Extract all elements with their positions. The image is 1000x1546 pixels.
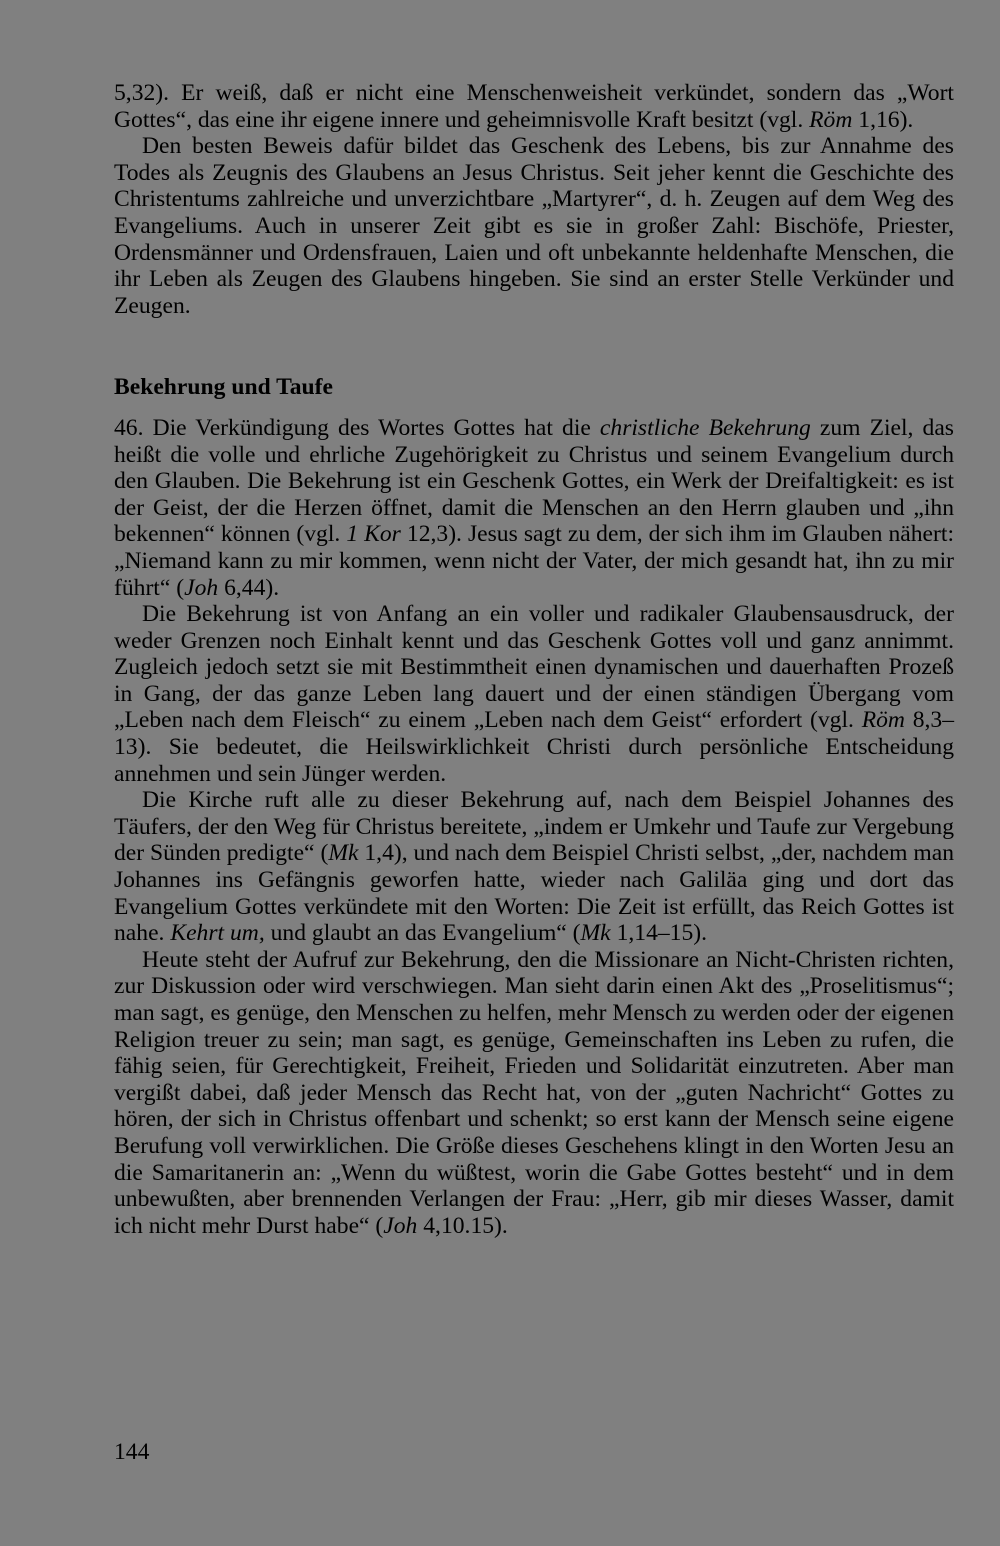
paragraph-conversion (114, 601, 954, 787)
paragraph-46 (114, 415, 954, 601)
emphasis: christliche Bekehrung (599, 414, 811, 441)
text-run: 12,3). Jesus sagt zu dem, der sich ihm im Glauben nähert: „Niemand kann zu mir kommen, wenn nicht der Vater, der mich gesandt hat, ihn zu mir führt“ ( (114, 521, 954, 601)
citation-book: Röm (809, 106, 853, 133)
text-run: 1,14–15). (610, 920, 708, 947)
paragraph-continuation (114, 80, 954, 133)
text-run: 8,3–13). Sie bedeutet, die Heilswirklichkeit Christi durch persönliche Entscheidung annehmen und sein Jünger werden. (114, 707, 954, 787)
paragraph-witness: Den besten Beweis dafür bildet das Geschenk des Lebens, bis zur Annahme des Todes als Zeugnis des Glaubens an Jesus Christus. Seit jeher kennt die Geschichte des Christentums zahlreiche und unverzichtbare „Martyrer“, d. h. Zeugen auf dem Weg des Evangeliums. Auch in unserer Zeit gibt es sie in großer Zahl: Bischöfe, Priester, Ordensmänner und Ordensfrauen, Laien und oft unbekannte heldenhafte Menschen, die ihr Leben als Zeugen des Glaubens hingeben. Sie sind an erster Stelle Verkünder und Zeugen. (114, 133, 954, 319)
citation-book: Joh (383, 1212, 418, 1239)
page-body (114, 80, 954, 1239)
page-number: 144 (114, 1439, 150, 1465)
text-run: 1,4), und nach dem Beispiel Christi selbst, „der, nachdem man Johannes ins Gefängnis geworfen hatte, wieder nach Galiläa ging und dort das Evangelium Gottes verkündete mit den Worten: Die Zeit ist erfüllt, das Reich Gottes ist nahe. (114, 840, 954, 947)
text-run: 4,10.15). (417, 1212, 508, 1239)
text-run: und glaubt an das Evangelium“ ( (264, 920, 581, 947)
citation-book: 1 Kor (346, 521, 401, 548)
text-run: Die Kirche ruft alle zu dieser Bekehrung auf, nach dem Beispiel Johannes des Täufers, der den Weg für Christus bereitete, „indem er Umkehr und Taufe zur Vergebung der Sünden predigte“ ( (114, 787, 954, 867)
text-run: Die Bekehrung ist von Anfang an ein voller und radikaler Glaubensausdruck, der weder Grenzen noch Einhalt kennt und das Geschenk Gottes voll und ganz annimmt. Zugleich jedoch setzt sie mit Bestimmtheit einen dynamischen und dauerhaften Prozeß in Gang, der das ganze Leben lang dauert und der einen ständigen Übergang vom „Leben nach dem Fleisch“ zu einem „Leben nach dem Geist“ erfordert (vgl. (114, 601, 954, 734)
citation-book: Mk (328, 840, 359, 867)
text-run: zum Ziel, das heißt die volle und ehrliche Zugehörigkeit zu Christus und seinem Evangelium durch den Glauben. Die Bekehrung ist ein Geschenk Gottes, ein Werk der Dreifaltigkeit: es ist der Geist, der die Herzen öffnet, damit die Menschen an den Herrn glauben und „ihn bekennen“ können (vgl. (114, 414, 954, 548)
citation-book: Röm (861, 707, 905, 734)
citation-book: Mk (580, 920, 611, 947)
text-run: Heute steht der Aufruf zur Bekehrung, den die Missionare an Nicht-Christen richten, zur Diskussion oder wird verschwiegen. Man sieht darin einen Akt des „Proselitismus“; man sagt, es genüge, den Menschen zu helfen, mehr Mensch zu werden oder der eigenen Religion treuer zu sein; man sagt, es genüge, Gemeinschaften ins Leben zu rufen, die fähig seien, für Gerechtigkeit, Freiheit, Frieden und Solidarität einzutreten. Aber man vergißt dabei, daß jeder Mensch das Recht hat, von der „guten Nachricht“ Gottes zu hören, der sich in Christus offenbart und schenkt; so erst kann der Mensch seine eigene Berufung voll verwirklichen. Die Größe dieses Geschehens klingt in den Worten Jesu an die Samaritanerin an: „Wenn du wüßtest, worin die Gabe Gottes besteht“ und in dem unbewußten, aber brennenden Verlangen der Frau: „Herr, gib mir dieses Wasser, damit ich nicht mehr Durst habe“ ( (114, 946, 954, 1239)
text-run: 1,16). (852, 106, 914, 133)
text-run: 6,44). (218, 574, 280, 601)
section-heading: Bekehrung und Taufe (114, 374, 333, 401)
paragraph-today (114, 947, 954, 1240)
citation-book: Joh (184, 574, 219, 601)
text-run: 5,32). Er weiß, daß er nicht eine Menschenweisheit verkündet, sondern das „Wort Gottes“, das eine ihr eigene innere und geheimnisvolle Kraft besitzt (vgl. (114, 80, 954, 133)
paragraph-church-call (114, 787, 954, 947)
text-run: 46. Die Verkündigung des Wortes Gottes hat die (114, 414, 600, 441)
emphasis: Kehrt um, (170, 920, 265, 947)
